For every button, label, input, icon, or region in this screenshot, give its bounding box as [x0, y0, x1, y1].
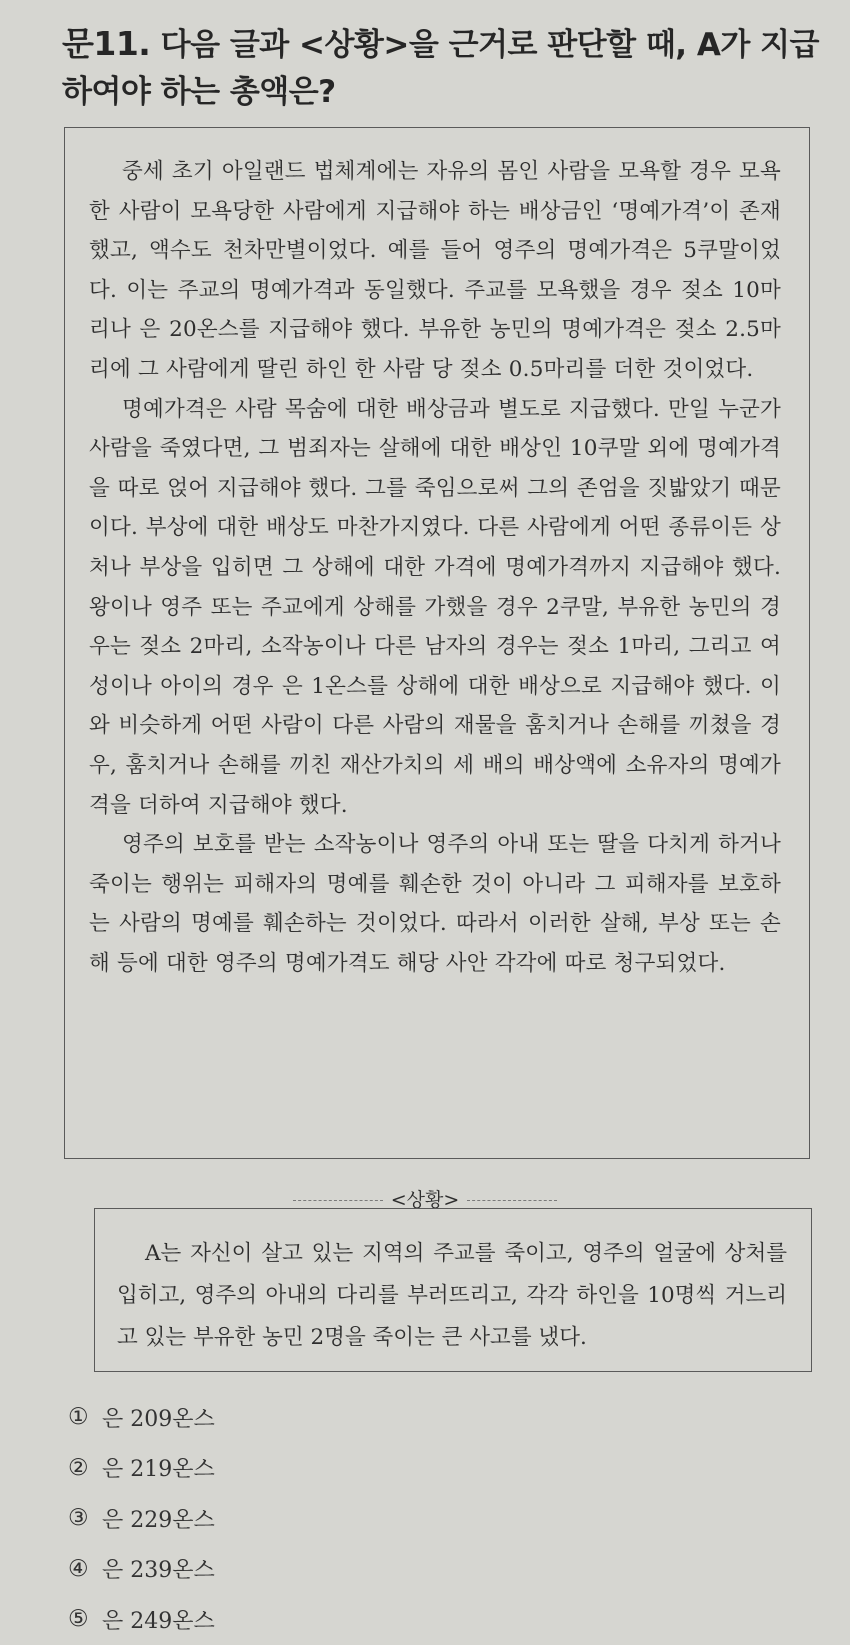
passage-paragraph-1: 중세 초기 아일랜드 법체계에는 자유의 몸인 사람을 모욕할 경우 모욕한 사람이 모욕당한 사람에게 지급해야 하는 배상금인 ‘명예가격’이 존재했고, 액수도 천차만별이었다. 예를 들어 영주의 명예가격은 5쿠말이었다. 이는 주교의 명예가격과 동일했다. 주교를 모욕했을 경우 젖소 10마리나 은 20온스를 지급해야 했다. 부유한 농민의 명예가격은 젖소 2.5마리에 그 사람에게 딸린 하인 한 사람 당 젖소 0.5마리를 더한 것이었다. [89, 159, 781, 382]
divider [293, 1200, 383, 1201]
situation-box [94, 1208, 812, 1372]
choice-text: 은 209온스 [102, 1406, 215, 1432]
answer-choices [68, 1392, 215, 1645]
choice-number: ② [68, 1454, 89, 1481]
passage-box [64, 127, 810, 1159]
question-number: 문11. [62, 24, 151, 63]
choice-number: ① [68, 1404, 89, 1431]
choice-number: ⑤ [68, 1606, 89, 1633]
choice-4[interactable] [68, 1544, 215, 1595]
situation-text: A는 자신이 살고 있는 지역의 주교를 죽이고, 영주의 얼굴에 상처를 입히고, 영주의 아내의 다리를 부러뜨리고, 각각 하인을 10명씩 거느리고 있는 부유한 농민 2명을 죽이는 큰 사고를 냈다. [117, 1241, 787, 1350]
choice-3[interactable] [68, 1493, 215, 1544]
divider [467, 1200, 557, 1201]
choice-text: 은 249온스 [102, 1608, 215, 1634]
question-text: 다음 글과 <상황>을 근거로 판단할 때, A가 지급하여야 하는 총액은? [62, 27, 819, 110]
choice-text: 은 229온스 [102, 1507, 215, 1533]
choice-2[interactable] [68, 1443, 215, 1494]
choice-1[interactable] [68, 1392, 215, 1443]
choice-number: ④ [68, 1555, 89, 1582]
choice-number: ③ [68, 1505, 89, 1532]
situation-label: <상황> [390, 1189, 460, 1211]
choice-5[interactable] [68, 1594, 215, 1645]
choice-text: 은 239온스 [102, 1558, 215, 1584]
choice-text: 은 219온스 [102, 1457, 215, 1483]
question-title [62, 20, 822, 116]
passage-paragraph-3: 영주의 보호를 받는 소작농이나 영주의 아내 또는 딸을 다치게 하거나 죽이는 행위는 피해자의 명예를 훼손한 것이 아니라 그 피해자를 보호하는 사람의 명예를 훼손하는 것이었다. 따라서 이러한 살해, 부상 또는 손해 등에 대한 영주의 명예가격도 해당 사안 각각에 따로 청구되었다. [89, 832, 781, 976]
passage-paragraph-2: 명예가격은 사람 목숨에 대한 배상금과 별도로 지급했다. 만일 누군가 사람을 죽였다면, 그 범죄자는 살해에 대한 배상인 10쿠말 외에 명예가격을 따로 얹어 지급해야 했다. 그를 죽임으로써 그의 존엄을 짓밟았기 때문이다. 부상에 대한 배상도 마찬가지였다. 다른 사람에게 어떤 종류이든 상처나 부상을 입히면 그 상해에 대한 가격에 명예가격까지 지급해야 했다. 왕이나 영주 또는 주교에게 상해를 가했을 경우 2쿠말, 부유한 농민의 경우는 젖소 2마리, 소작농이나 다른 남자의 경우는 젖소 1마리, 그리고 여성이나 아이의 경우 은 1온스를 상해에 대한 배상으로 지급해야 했다. 이와 비슷하게 어떤 사람이 다른 사람의 재물을 훔치거나 손해를 끼쳤을 경우, 훔치거나 손해를 끼친 재산가치의 세 배의 배상액에 소유자의 명예가격을 더하여 지급해야 했다. [89, 396, 781, 818]
